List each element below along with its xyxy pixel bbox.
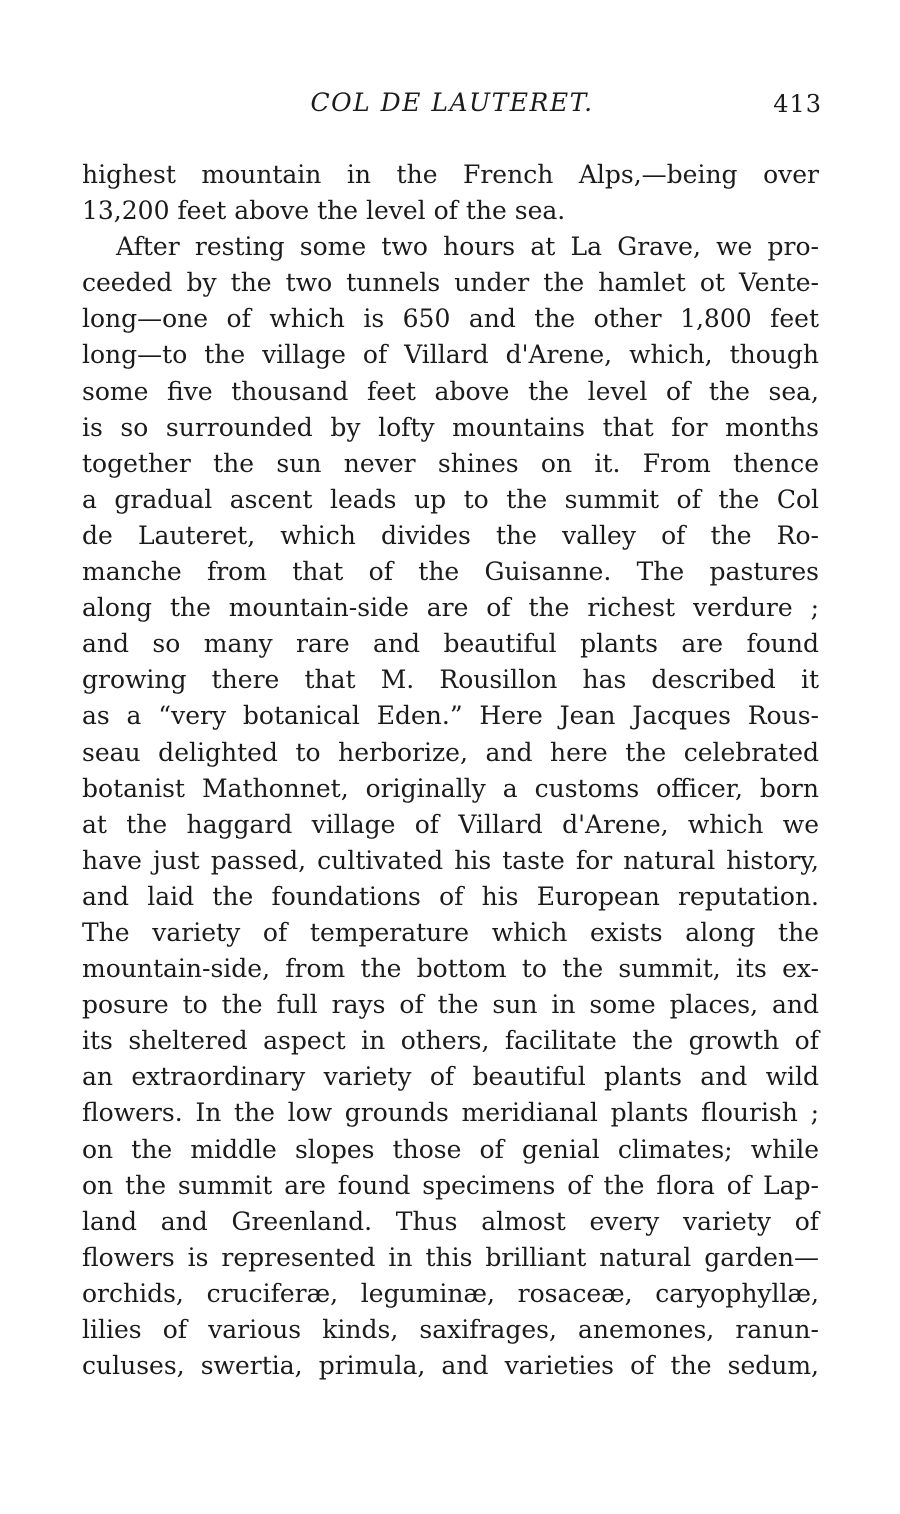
text-line: The variety of temperature which exists along the bbox=[82, 917, 819, 947]
text-line: posure to the full rays of the sun in some places, and bbox=[82, 990, 819, 1020]
text-line: as a “very botanical Eden.” Here Jean Jacques Rous- bbox=[82, 701, 819, 731]
text-line: on the summit are found specimens of the flora of Lap- bbox=[82, 1170, 819, 1200]
text-line: culuses, swertia, primula, and varieties of the sedum, bbox=[82, 1351, 819, 1381]
text-line: 13,200 feet above the level of the sea. bbox=[82, 196, 566, 226]
text-line: long—one of which is 650 and the other 1,800 feet bbox=[82, 304, 819, 334]
text-line: an extraordinary variety of beautiful plants and wild bbox=[82, 1062, 819, 1092]
page-number: 413 bbox=[773, 90, 822, 118]
text-line: flowers is represented in this brilliant natural garden— bbox=[82, 1242, 819, 1272]
text-line: ceeded by the two tunnels under the hamlet ot Vente- bbox=[82, 268, 819, 298]
text-line: its sheltered aspect in others, facilitate the growth of bbox=[82, 1026, 819, 1056]
text-line: mountain-side, from the bottom to the summit, its ex- bbox=[82, 954, 819, 984]
text-line: highest mountain in the French Alps,—being over bbox=[82, 160, 819, 189]
text-line: long—to the village of Villard d'Arene, which, though bbox=[82, 340, 819, 370]
text-line: on the middle slopes those of genial climates; while bbox=[82, 1134, 819, 1164]
text-line: land and Greenland. Thus almost every variety of bbox=[82, 1206, 819, 1236]
text-line: After resting some two hours at La Grave, we pro- bbox=[116, 232, 819, 262]
text-line: orchids, cruciferæ, leguminæ, rosaceæ, caryophyllæ, bbox=[82, 1278, 819, 1308]
text-line: some five thousand feet above the level of the sea, bbox=[82, 376, 819, 406]
text-line: at the haggard village of Villard d'Arene, which we bbox=[82, 809, 819, 839]
text-line: seau delighted to herborize, and here the celebrated bbox=[82, 737, 819, 767]
text-line: lilies of various kinds, saxifrages, anemones, ranun- bbox=[82, 1315, 819, 1344]
text-line: and so many rare and beautiful plants are found bbox=[82, 629, 819, 659]
text-line: de Lauteret, which divides the valley of the Ro- bbox=[82, 520, 819, 550]
paragraph bbox=[82, 229, 819, 1384]
text-line: flowers. In the low grounds meridianal plants flourish ; bbox=[82, 1098, 819, 1128]
running-title: COL DE LAUTERET. bbox=[310, 88, 594, 117]
text-line: a gradual ascent leads up to the summit of the Col bbox=[82, 484, 819, 514]
paragraph bbox=[82, 157, 819, 229]
text-line: and laid the foundations of his European reputation. bbox=[82, 881, 819, 911]
text-line: growing there that M. Rousillon has described it bbox=[82, 665, 819, 695]
text-line: together the sun never shines on it. From thence bbox=[82, 448, 819, 478]
text-line: along the mountain-side are of the richest verdure ; bbox=[82, 593, 819, 623]
text-line: manche from that of the Guisanne. The pastures bbox=[82, 557, 819, 587]
text-line: is so surrounded by lofty mountains that for months bbox=[82, 412, 819, 442]
text-line: botanist Mathonnet, originally a customs officer, born bbox=[82, 773, 819, 803]
text-line: have just passed, cultivated his taste for natural history, bbox=[82, 845, 819, 875]
page-header bbox=[82, 88, 822, 128]
body-text bbox=[82, 157, 819, 1384]
